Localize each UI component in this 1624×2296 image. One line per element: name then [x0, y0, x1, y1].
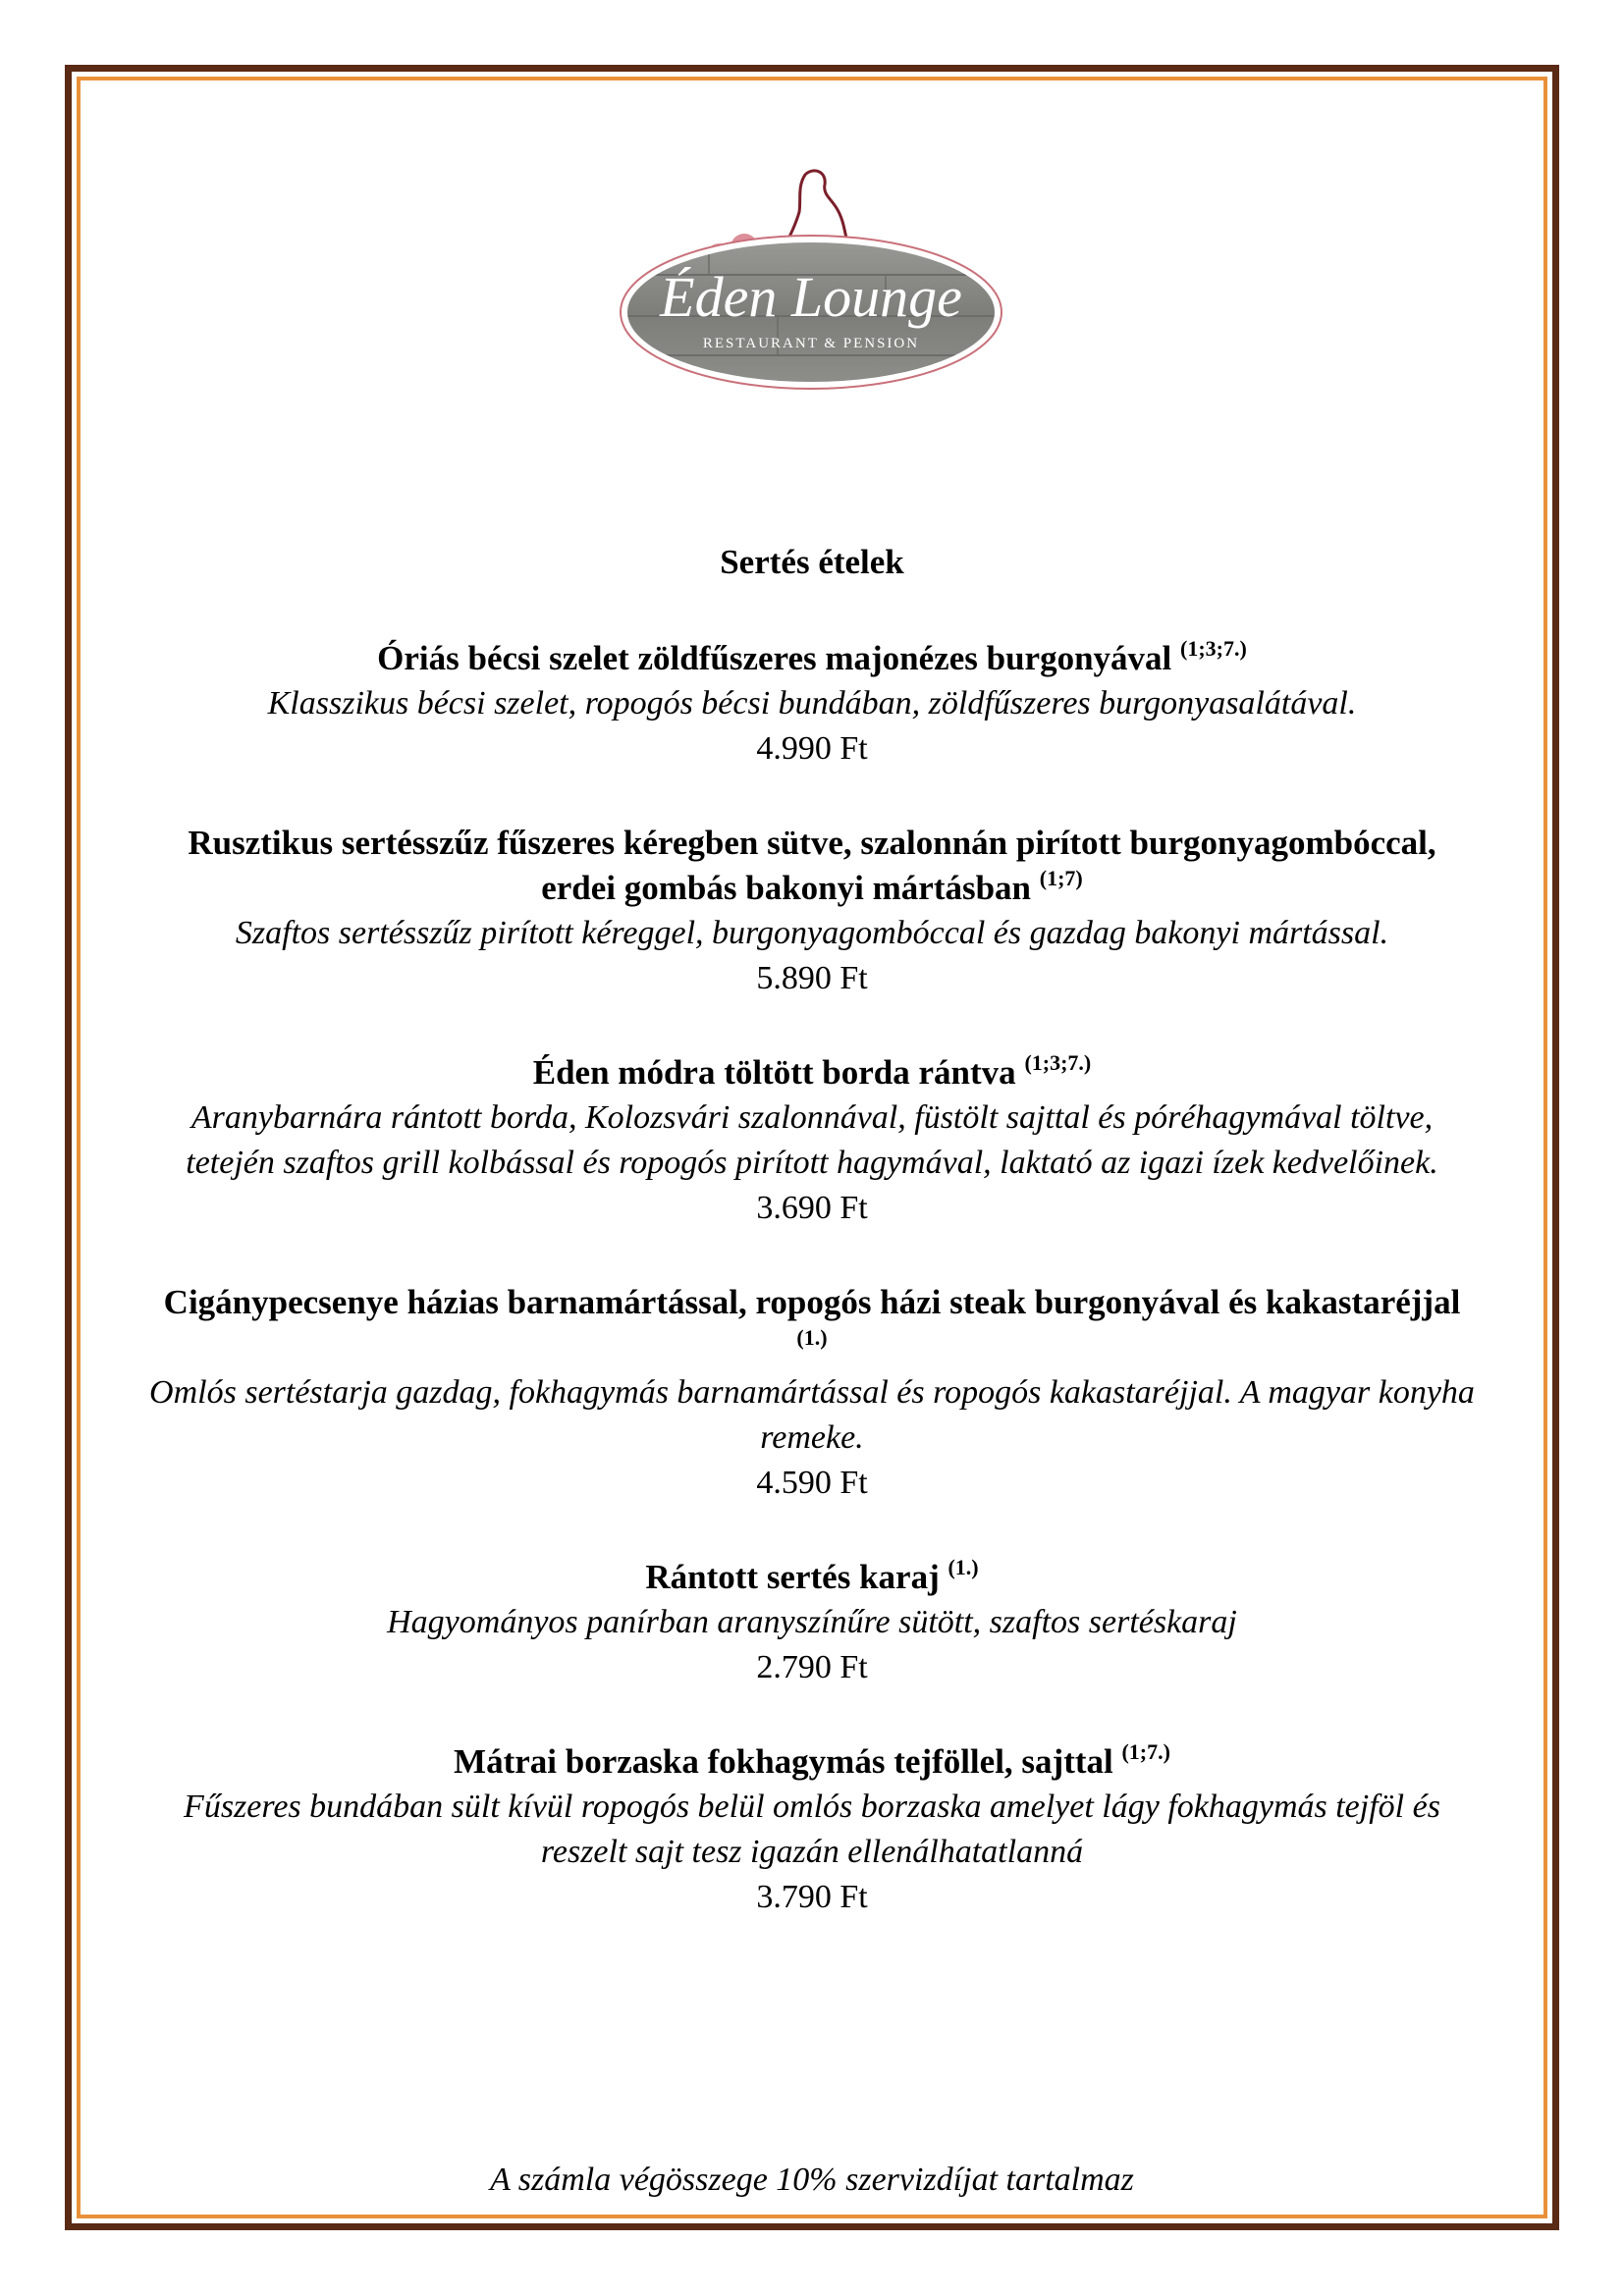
menu-item: [147, 636, 1477, 772]
dish-price: 2.790 Ft: [756, 1649, 868, 1685]
dish-name-text: Óriás bécsi szelet zöldfűszeres majonézes burgonyával: [377, 639, 1172, 677]
restaurant-logo: [562, 98, 1060, 471]
menu-item: [147, 821, 1477, 1001]
dish-price: 3.790 Ft: [756, 1879, 868, 1915]
dish-name-text: Éden módra töltött borda rántva: [532, 1053, 1016, 1092]
menu-item: [147, 1555, 1477, 1690]
allergen-codes: (1;3;7.): [1024, 1050, 1092, 1075]
dish-name: [147, 1280, 1477, 1370]
service-charge-note: A számla végösszege 10% szervizdíjat tartalmaz: [490, 2162, 1134, 2198]
allergen-codes: (1.): [947, 1555, 979, 1579]
dish-name: [147, 1050, 1477, 1095]
dish-name-text: Rusztikus sertésszűz fűszeres kéregben sütve, szalonnán pirított burgonyagombóccal, erdei gombás bakonyi mártásban: [188, 824, 1436, 907]
dish-name: [147, 1739, 1477, 1785]
allergen-codes: (1.): [796, 1325, 828, 1350]
dish-price: 5.890 Ft: [756, 960, 868, 996]
dish-description: Fűszeres bundában sült kívül ropogós belül omlós borzaska amelyet lágy fokhagymás tejföl és reszelt sajt tesz igazán ellenálhatatlanná: [184, 1789, 1440, 1870]
dish-description: Aranybarnára rántott borda, Kolozsvári szalonnával, füstölt sajttal és póréhagymával töltve, tetején szaftos grill kolbással és ropogós pirított hagymával, laktató az igazi ízek kedvelőinek.: [186, 1099, 1438, 1181]
dish-name-text: Mátrai borzaska fokhagymás tejföllel, sajttal: [454, 1742, 1113, 1781]
dish-name-text: Cigánypecsenye házias barnamártással, ropogós házi steak burgonyával és kakastaréjjal: [163, 1283, 1461, 1321]
dish-name: [147, 1555, 1477, 1600]
dish-name: [147, 821, 1477, 911]
menu-item: [147, 1050, 1477, 1231]
dish-name-text: Rántott sertés karaj: [645, 1558, 940, 1596]
logo-name: Éden Lounge: [660, 265, 962, 329]
section-title: Sertés ételek: [720, 543, 904, 581]
dish-price: 4.590 Ft: [756, 1465, 868, 1501]
dish-name: [147, 636, 1477, 681]
allergen-codes: (1;7): [1039, 866, 1083, 890]
dish-description: Szaftos sertésszűz pirított kéreggel, burgonyagombóccal és gazdag bakonyi mártással.: [235, 915, 1389, 951]
menu-item: [147, 1739, 1477, 1920]
dish-price: 4.990 Ft: [756, 730, 868, 767]
allergen-codes: (1;7.): [1121, 1739, 1170, 1764]
menu-content: [147, 520, 1477, 1969]
dish-description: Omlós sertéstarja gazdag, fokhagymás barnamártással és ropogós kakastaréjjal. A magyar konyha remeke.: [149, 1374, 1475, 1456]
allergen-codes: (1;3;7.): [1180, 636, 1247, 661]
dish-description: Hagyományos panírban aranyszínűre sütött, szaftos sertéskaraj: [387, 1604, 1237, 1640]
menu-item: [147, 1280, 1477, 1506]
logo-tagline: RESTAURANT & PENSION: [702, 336, 920, 351]
dish-price: 3.690 Ft: [756, 1190, 868, 1226]
dish-description: Klasszikus bécsi szelet, ropogós bécsi bundában, zöldfűszeres burgonyasalátával.: [267, 685, 1357, 721]
